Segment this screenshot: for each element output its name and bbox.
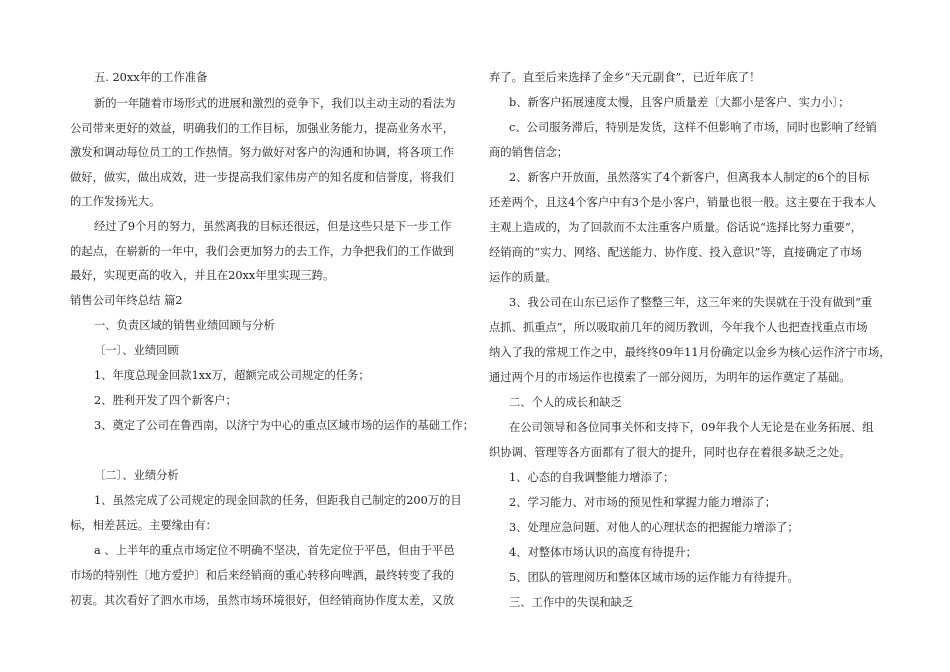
paragraph-line: 初衷。其次看好了泗水市场，虽然市场环境很好，但经销商协作度太差，又放: [70, 594, 455, 607]
paragraph-line: 主观上造成的，为了回款而不太注重客户质量。俗话说“选择比努力重要”，: [489, 221, 863, 234]
paragraph-line: 新的一年随着市场形式的进展和激烈的竞争下，我们以主动主动的看法为: [94, 97, 456, 110]
section-heading: 一、负责区域的销售业绩回顾与分析: [94, 319, 275, 332]
paragraph-line: 公司带来更好的效益，明确我们的工作目标，加强业务能力，提高业务水平，: [70, 122, 455, 135]
paragraph-line: 做好，做实，做出成效，进一步提高我们家伟房产的知名度和信誉度，将我们: [70, 171, 455, 184]
list-item: 1、心态的自我调整能力增添了；: [509, 471, 675, 484]
paragraph-line: 还差两个，且这4个客户中有3个是小客户，销量也很一般。这主要在于我本人: [489, 196, 877, 209]
paragraph-line: 2、新客户开放面，虽然落实了4个新客户，但离我本人制定的6个的目标: [509, 171, 870, 184]
paragraph-line: c、公司服务滞后，特别是发货，这样不但影响了市场，同时也影响了经销: [509, 121, 877, 134]
list-item: 1、年度总现金回款1xx万，超额完成公司规定的任务；: [94, 369, 370, 382]
list-item: 3、奠定了公司在鲁西南，以济宁为中心的重点区域市场的运作的基础工作；: [94, 419, 474, 432]
paragraph-line: 3、我公司在山东已运作了整整三年，这三年来的失误就在于没有做到“重: [509, 296, 873, 309]
paragraph-line: 商的销售信念；: [489, 146, 569, 159]
paragraph-line: 通过两个月的市场运作也摸索了一部分阅历，为明年的运作奠定了基础。: [489, 371, 851, 384]
paragraph-line: 的起点，在崭新的一年中，我们会更加努力的去工作，力争把我们的工作做到: [70, 245, 455, 258]
subsection-heading: 〔二〕、业绩分析: [94, 469, 179, 482]
paragraph-line: 1、虽然完成了公司规定的现金回款的任务，但距我自己制定的200万的目: [94, 494, 462, 507]
section-heading: 二、个人的成长和缺乏: [509, 396, 622, 409]
section-heading-work-plan: 五. 20xx年的工作准备: [94, 71, 208, 84]
paragraph-line: 织协调、管理等各方面都有了很大的提升，同时也存在着很多缺乏之处。: [489, 446, 851, 459]
paragraph-line: 标，相差甚远。主要缘由有：: [70, 519, 217, 532]
section-heading: 三、工作中的失误和缺乏: [509, 596, 634, 609]
subsection-heading: 〔一〕、业绩回顾: [94, 344, 179, 357]
list-item: 4、对整体市场认识的高度有待提升；: [509, 546, 697, 559]
article-title: 销售公司年终总结 篇2: [70, 294, 183, 307]
paragraph-line: 的工作发扬光大。: [70, 195, 161, 208]
paragraph-line: 经过了9个月的努力，虽然离我的目标还很远，但是这些只是下一步工作: [94, 220, 452, 233]
paragraph-line: 市场的特别性〔地方爱护〕和后来经销商的重心转移向啤酒，最终转变了我的: [70, 569, 455, 582]
paragraph-line: 弃了。直至后来选择了金乡“天元副食”，已近年底了！: [489, 71, 761, 84]
list-item: 2、学习能力、对市场的预见性和掌握力能力增添了；: [509, 496, 777, 509]
list-item: 3、处理应急问题、对他人的心理状态的把握能力增添了；: [509, 521, 799, 534]
paragraph-line: 纳入了我的常规工作之中，最终终09年11月份确定以金乡为核心运作济宁市场，: [489, 346, 891, 359]
paragraph-line: 激发和调动每位员工的工作热情。努力做好对客户的沟通和协调，将各项工作: [70, 146, 455, 159]
paragraph-line: a 、上半年的重点市场定位不明确不坚决，首先定位于平邑，但由于平邑: [94, 544, 455, 557]
paragraph-line: 在公司领导和各位同事关怀和支持下，09年我个人无论是在业务拓展、组: [509, 421, 874, 434]
paragraph-line: 最好，实现更高的收入，并且在20xx年里实现三跨。: [70, 269, 335, 282]
paragraph-line: 点抓、抓重点”，所以吸取前几年的阅历教训，今年我个人也把查找重点市场: [489, 321, 868, 334]
list-item: 2、胜利开发了四个新客户；: [94, 394, 237, 407]
paragraph-line: b、新客户拓展速度太慢，且客户质量差〔大都小是客户、实力小〕；: [509, 96, 850, 109]
paragraph-line: 运作的质量。: [489, 271, 557, 284]
list-item: 5、团队的管理阅历和整体区域市场的运作能力有待提升。: [509, 571, 799, 584]
paragraph-line: 经销商的“实力、网络、配送能力、协作度、投入意识”等，直接确定了市场: [489, 246, 863, 259]
